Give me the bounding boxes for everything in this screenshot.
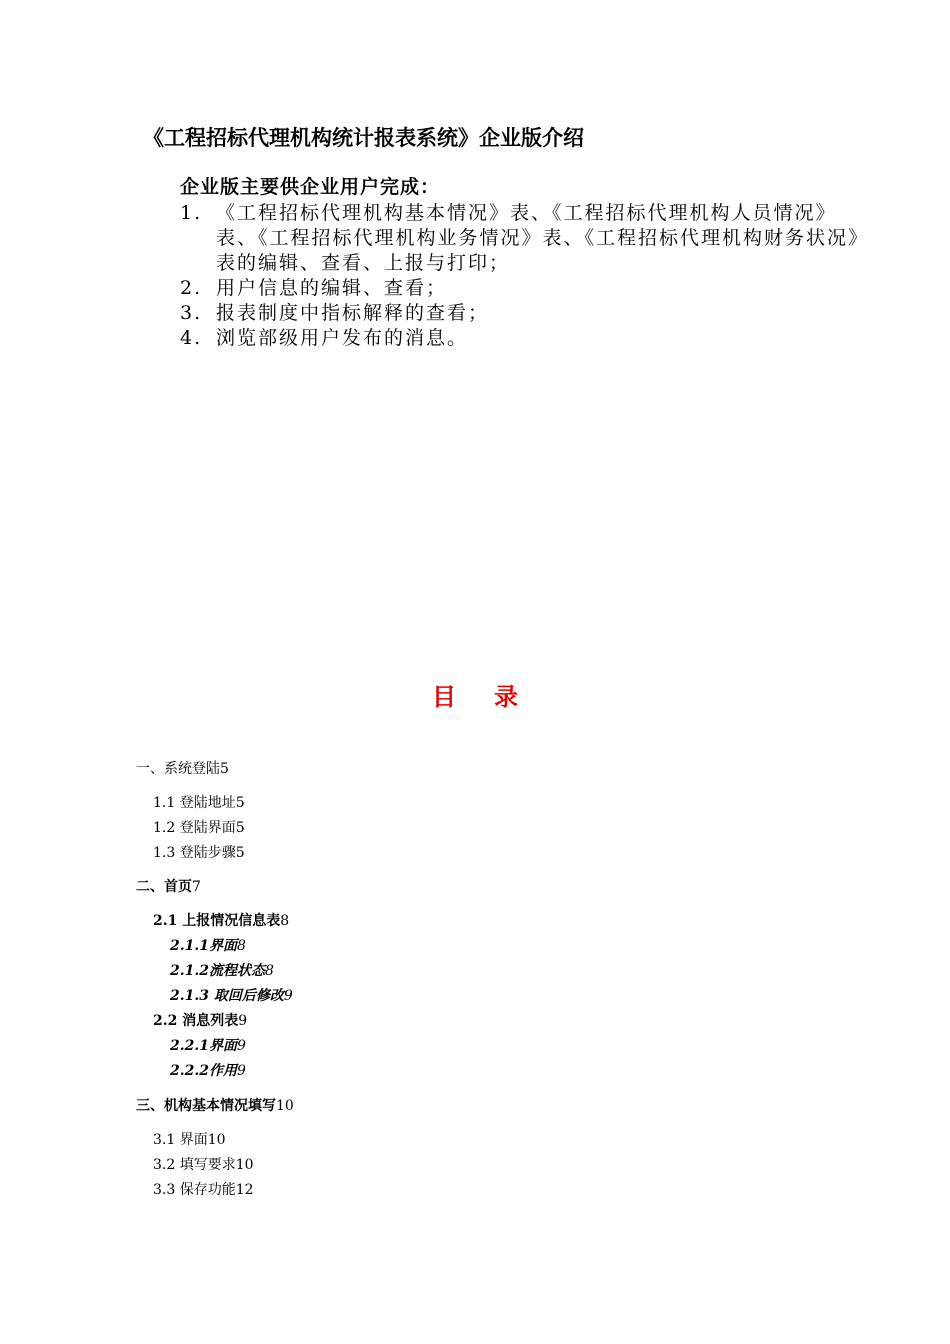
toc-entry-text: 1.3 登陆步骤 (153, 845, 236, 861)
toc-entry-text: 3.1 界面 (153, 1132, 208, 1148)
toc-entry-2-2[interactable] (153, 1011, 247, 1031)
toc-entry-page: 9 (236, 1063, 246, 1079)
toc-entry-page: 9 (283, 988, 293, 1004)
toc-entry-3-1[interactable] (153, 1130, 226, 1150)
toc-entry-text: 2.1.2流程状态 (170, 963, 265, 979)
toc-entry-text: 1.1 登陆地址 (153, 795, 236, 811)
toc-entry-2-1-3[interactable] (170, 986, 293, 1006)
toc-entry-text: 2.2.1界面 (170, 1038, 237, 1054)
toc-entry-2-1-1[interactable] (170, 936, 246, 956)
toc-entry-2-1-2[interactable] (170, 961, 274, 981)
list-number: 1. (180, 202, 203, 224)
toc-entry-text: 三、机构基本情况填写 (136, 1098, 276, 1114)
toc-entry-page: 7 (192, 879, 201, 895)
toc-entry-text: 3.2 填写要求 (153, 1157, 236, 1173)
list-item-text: 《工程招标代理机构基本情况》表、《工程招标代理机构人员情况》表、《工程招标代理机构业务情况》表、《工程招标代理机构财务状况》表的编辑、查看、上报与打印； (216, 202, 870, 274)
toc-entry-3-2[interactable] (153, 1155, 254, 1175)
list-number: 2. (180, 277, 203, 299)
toc-entry-text: 3.3 保存功能 (153, 1182, 236, 1198)
toc-entry-page: 5 (235, 820, 245, 836)
toc-entry-page: 10 (276, 1098, 294, 1114)
toc-entry-page: 5 (235, 845, 245, 861)
toc-entry-3-3[interactable] (153, 1180, 254, 1200)
toc-entry-2-2-1[interactable] (170, 1036, 246, 1056)
toc-entry-section-3[interactable] (136, 1096, 294, 1116)
toc-entry-1-3[interactable] (153, 843, 245, 863)
toc-entry-page: 9 (238, 1013, 248, 1029)
list-number: 4. (180, 327, 203, 349)
toc-entry-text: 2.2 消息列表 (153, 1013, 239, 1029)
list-item-text: 报表制度中指标解释的查看； (216, 302, 490, 324)
toc-entry-text: 1.2 登陆界面 (153, 820, 236, 836)
toc-entry-page: 10 (235, 1157, 254, 1173)
toc-entry-text: 2.1 上报情况信息表 (153, 913, 281, 929)
document-title: 《工程招标代理机构统计报表系统》企业版介绍 (143, 125, 584, 150)
toc-entry-section-1[interactable] (136, 759, 229, 779)
toc-entry-text: 2.1.3 取回后修改 (170, 988, 284, 1004)
intro-lead: 企业版主要供企业用户完成： (180, 176, 441, 198)
list-number: 3. (180, 302, 203, 324)
toc-title: 目录 (432, 682, 556, 711)
toc-entry-page: 8 (280, 913, 290, 929)
toc-entry-page: 8 (264, 963, 274, 979)
toc-entry-page: 5 (235, 795, 245, 811)
toc-entry-1-1[interactable] (153, 793, 245, 813)
list-item-text: 用户信息的编辑、查看； (216, 277, 448, 299)
toc-entry-2-1[interactable] (153, 911, 289, 931)
toc-entry-text: 一、系统登陆 (136, 761, 220, 777)
toc-entry-2-2-2[interactable] (170, 1061, 246, 1081)
toc-entry-page: 9 (236, 1038, 246, 1054)
toc-entry-1-2[interactable] (153, 818, 245, 838)
list-item-text: 浏览部级用户发布的消息。 (216, 327, 469, 349)
toc-entry-section-2[interactable] (136, 877, 201, 897)
toc-entry-page: 5 (220, 761, 229, 777)
toc-entry-text: 2.1.1界面 (170, 938, 237, 954)
toc-entry-text: 二、首页 (136, 879, 192, 895)
toc-entry-page: 8 (236, 938, 246, 954)
toc-entry-page: 10 (207, 1132, 226, 1148)
toc-entry-page: 12 (235, 1182, 254, 1198)
toc-entry-text: 2.2.2作用 (170, 1063, 237, 1079)
